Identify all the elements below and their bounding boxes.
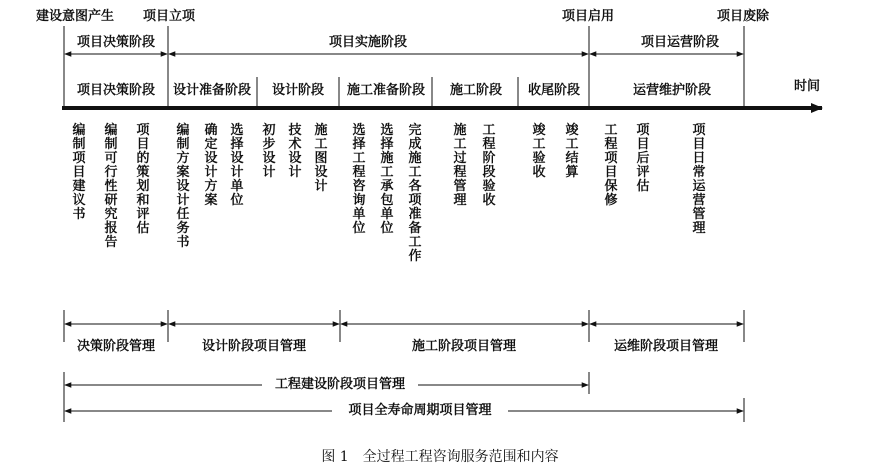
task-feasibility: 编制可行性研究报告	[104, 123, 118, 250]
management-decision: 决策阶段管理	[76, 339, 156, 354]
phase-operation: 项目运营阶段	[640, 35, 720, 50]
milestone-approval: 项目立项	[143, 9, 196, 24]
phase-implementation: 项目实施阶段	[328, 35, 408, 50]
task-select-designer: 选择设计单位	[230, 123, 244, 208]
stage-label-operation: 运营维护阶段	[632, 83, 712, 98]
task-post-evaluation: 项目后评估	[636, 123, 650, 194]
stage-label-design-prep: 设计准备阶段	[172, 83, 252, 98]
milestone-start-use: 项目启用	[562, 9, 615, 24]
phase-decision: 项目决策阶段	[76, 35, 156, 50]
management-construction: 施工阶段项目管理	[411, 339, 517, 354]
task-stage-acceptance: 工程阶段验收	[482, 123, 496, 208]
task-construction-drawing: 施工图设计	[314, 123, 328, 194]
stage-label-construction-prep: 施工准备阶段	[346, 83, 426, 98]
task-proposal: 编制项目建议书	[72, 123, 86, 222]
stage-label-construction: 施工阶段	[449, 83, 503, 98]
task-planning: 项目的策划和评估	[136, 123, 150, 236]
task-final-settlement: 竣工结算	[565, 123, 579, 180]
stage-label-decision: 项目决策阶段	[76, 83, 156, 98]
timeline-label: 时间	[794, 79, 821, 94]
milestone-proposal: 建设意图产生	[36, 9, 115, 24]
figure-caption: 图 1 全过程工程咨询服务范围和内容	[321, 449, 559, 465]
task-design-scheme: 确定设计方案	[204, 123, 218, 208]
span-construction-period: 工程建设阶段项目管理	[274, 377, 406, 392]
task-completion-acceptance: 竣工验收	[532, 123, 546, 180]
span-full-lifecycle: 项目全寿命周期项目管理	[348, 403, 492, 418]
milestone-scrap: 项目废除	[717, 9, 770, 24]
task-select-consultant: 选择工程咨询单位	[352, 123, 366, 236]
management-design: 设计阶段项目管理	[201, 339, 307, 354]
task-warranty: 工程项目保修	[604, 123, 618, 208]
task-process-management: 施工过程管理	[453, 123, 467, 208]
task-design-brief: 编制方案设计任务书	[176, 123, 190, 250]
task-daily-operation: 项目日常运营管理	[692, 123, 706, 236]
task-preliminary-design: 初步设计	[262, 123, 276, 180]
task-select-contractor: 选择施工承包单位	[380, 123, 394, 236]
stage-label-design: 设计阶段	[271, 83, 325, 98]
stage-label-closing: 收尾阶段	[527, 83, 581, 98]
task-technical-design: 技术设计	[288, 123, 302, 180]
task-prep-work: 完成施工各项准备工作	[408, 123, 422, 264]
management-operation: 运维阶段项目管理	[613, 339, 719, 354]
